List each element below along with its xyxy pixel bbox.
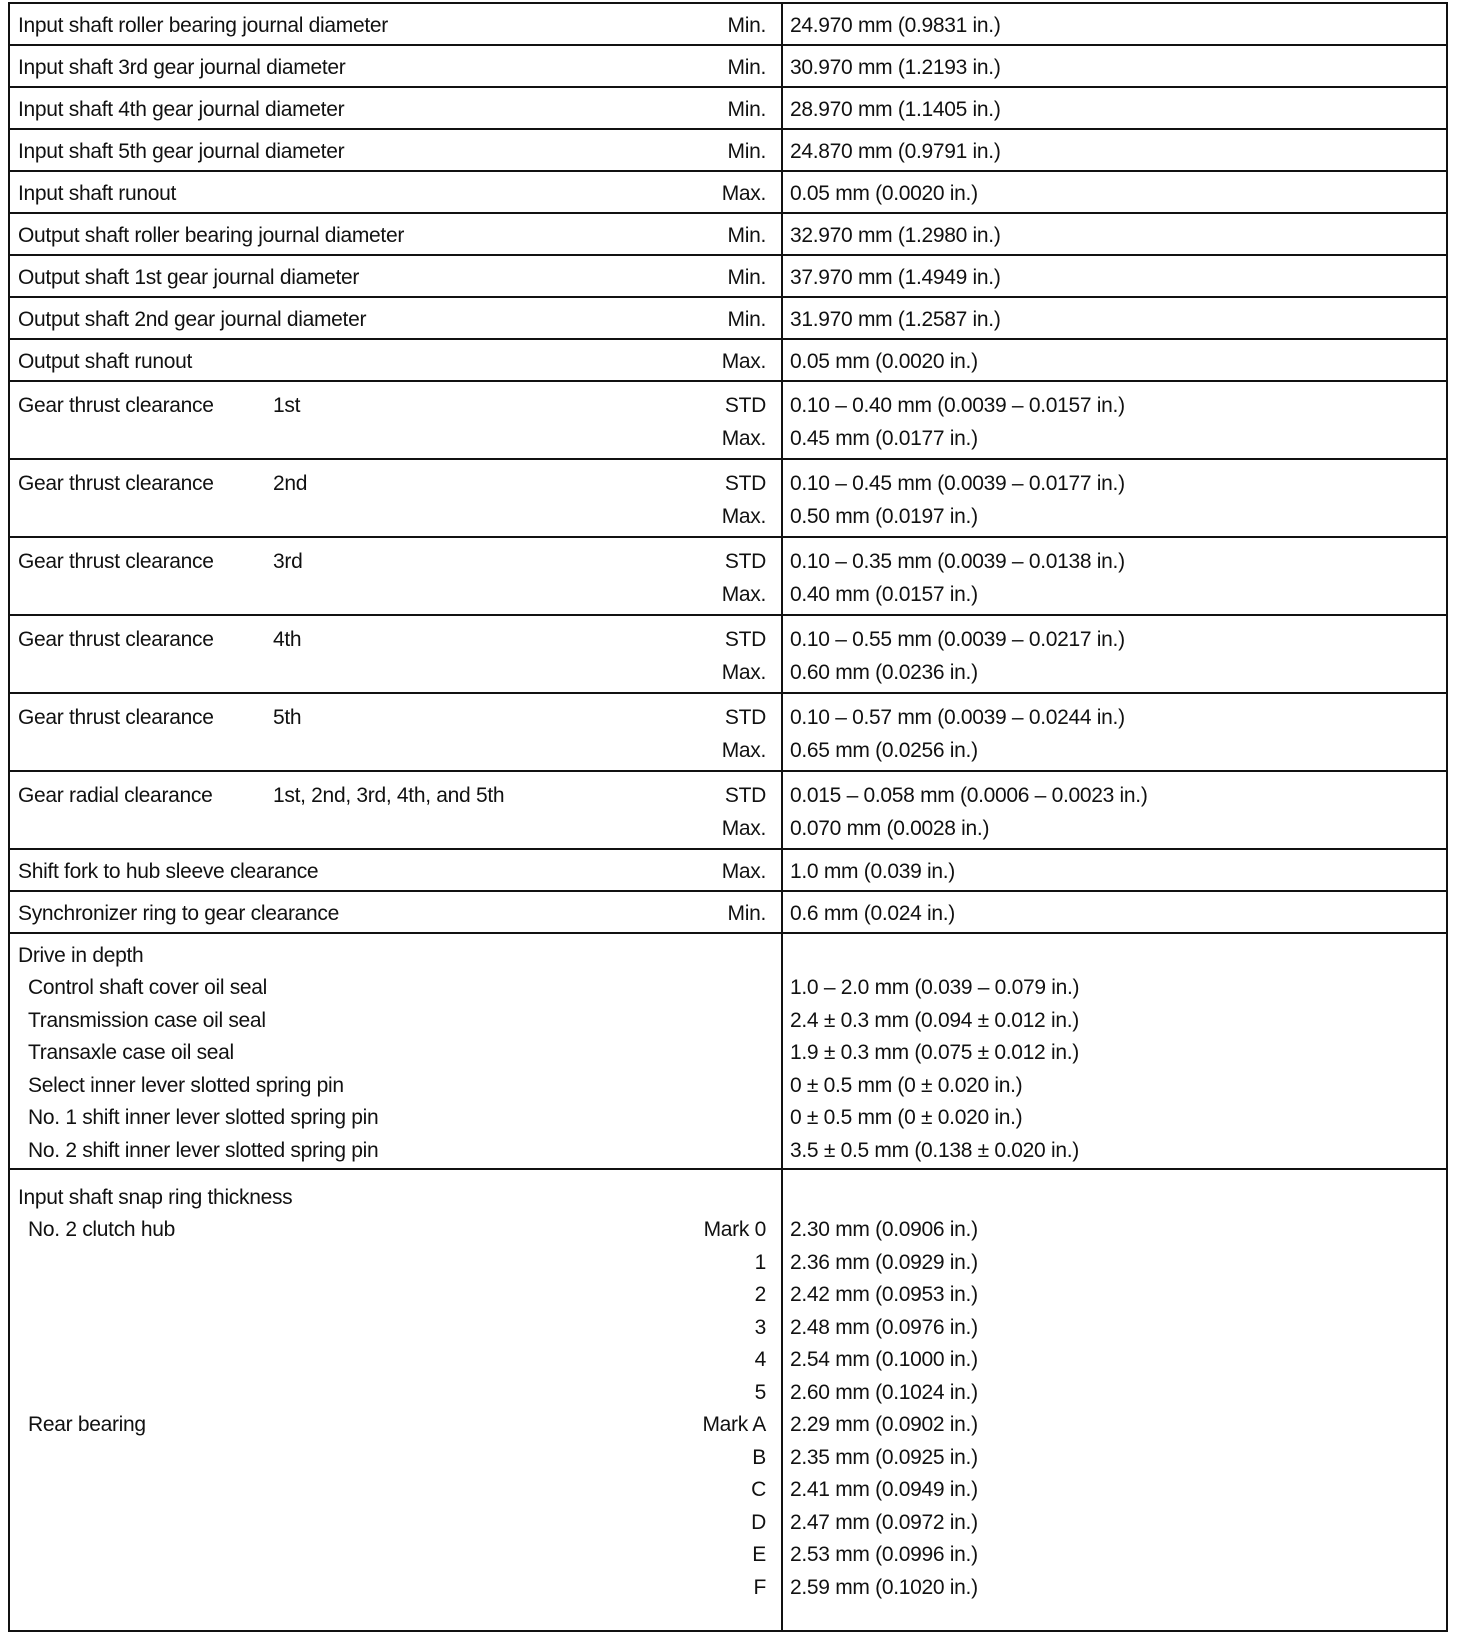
limit-type: STD bbox=[724, 472, 766, 495]
spec-label: Synchronizer ring to gear clearance bbox=[18, 902, 340, 925]
spec-table bbox=[8, 2, 1448, 1632]
snap-value: 2.36 mm (0.0929 in.) bbox=[790, 1250, 978, 1274]
snap-value: 2.48 mm (0.0976 in.) bbox=[790, 1315, 978, 1339]
snap-mark: D bbox=[751, 1510, 766, 1534]
gear-label: 2nd bbox=[273, 472, 308, 495]
spec-label: Output shaft runout bbox=[18, 350, 193, 373]
spec-label: Output shaft 2nd gear journal diameter bbox=[18, 308, 367, 331]
limit-type: Max. bbox=[721, 739, 766, 762]
limit-type: Min. bbox=[727, 308, 766, 331]
limit-type: Max. bbox=[721, 182, 766, 205]
limit-type: Min. bbox=[727, 98, 766, 121]
spec-value: 37.970 mm (1.4949 in.) bbox=[790, 266, 1001, 289]
std-value: 0.10 – 0.35 mm (0.0039 – 0.0138 in.) bbox=[790, 550, 1125, 573]
drive-item-value: 1.9 ± 0.3 mm (0.075 ± 0.012 in.) bbox=[790, 1041, 1079, 1064]
snap-group-label: Rear bearing bbox=[28, 1413, 146, 1436]
limit-type: Min. bbox=[727, 902, 766, 925]
spec-row bbox=[10, 256, 1446, 298]
spec-row bbox=[10, 340, 1446, 382]
limit-type: Max. bbox=[721, 350, 766, 373]
spec-row bbox=[10, 130, 1446, 172]
std-value: 0.10 – 0.45 mm (0.0039 – 0.0177 in.) bbox=[790, 472, 1125, 495]
spec-label: Gear thrust clearance bbox=[18, 706, 214, 729]
spec-label: Gear thrust clearance bbox=[18, 628, 214, 651]
snap-value: 2.54 mm (0.1000 in.) bbox=[790, 1348, 978, 1371]
spec-label: Gear thrust clearance bbox=[18, 550, 214, 573]
snap-value: 2.60 mm (0.1024 in.) bbox=[790, 1380, 978, 1404]
drive-item-value: 0 ± 0.5 mm (0 ± 0.020 in.) bbox=[790, 1073, 1023, 1097]
spec-row bbox=[10, 88, 1446, 130]
drive-item-label: Transaxle case oil seal bbox=[28, 1041, 234, 1064]
limit-type: Max. bbox=[721, 817, 766, 840]
std-value: 0.015 – 0.058 mm (0.0006 – 0.0023 in.) bbox=[790, 784, 1148, 807]
spec-row bbox=[10, 850, 1446, 892]
snap-mark: C bbox=[751, 1478, 766, 1501]
section-title: Drive in depth bbox=[18, 944, 144, 967]
gear-label: 1st bbox=[273, 394, 301, 417]
max-value: 0.60 mm (0.0236 in.) bbox=[790, 661, 978, 684]
max-value: 0.65 mm (0.0256 in.) bbox=[790, 739, 978, 762]
drive-item-value: 1.0 – 2.0 mm (0.039 – 0.079 in.) bbox=[790, 976, 1080, 999]
snap-value: 2.41 mm (0.0949 in.) bbox=[790, 1478, 978, 1501]
spec-label: Shift fork to hub sleeve clearance bbox=[18, 860, 319, 883]
spec-row bbox=[10, 214, 1446, 256]
std-value: 0.10 – 0.55 mm (0.0039 – 0.0217 in.) bbox=[790, 628, 1125, 651]
spec-label: Gear thrust clearance bbox=[18, 472, 214, 495]
limit-type: STD bbox=[724, 706, 766, 729]
snap-mark: 4 bbox=[754, 1348, 766, 1371]
snap-ring-section bbox=[10, 1170, 1446, 1630]
drive-item-value: 2.4 ± 0.3 mm (0.094 ± 0.012 in.) bbox=[790, 1008, 1079, 1032]
drive-item-label: Transmission case oil seal bbox=[28, 1008, 266, 1032]
spec-value: 30.970 mm (1.2193 in.) bbox=[790, 56, 1001, 79]
limit-type: STD bbox=[724, 394, 766, 417]
drive-item-label: No. 2 shift inner lever slotted spring pin bbox=[28, 1138, 379, 1162]
limit-type: Max. bbox=[721, 860, 766, 883]
drive-item-value: 3.5 ± 0.5 mm (0.138 ± 0.020 in.) bbox=[790, 1138, 1079, 1162]
snap-mark: F bbox=[753, 1575, 766, 1599]
section-title: Input shaft snap ring thickness bbox=[18, 1186, 293, 1209]
limit-type: Min. bbox=[727, 224, 766, 247]
max-value: 0.40 mm (0.0157 in.) bbox=[790, 583, 978, 606]
spec-value: 31.970 mm (1.2587 in.) bbox=[790, 308, 1001, 331]
gear-label: 5th bbox=[273, 706, 302, 729]
snap-mark: B bbox=[752, 1445, 766, 1469]
spec-value: 1.0 mm (0.039 in.) bbox=[790, 860, 955, 883]
spec-label: Gear radial clearance bbox=[18, 784, 213, 807]
snap-mark: 5 bbox=[754, 1380, 766, 1404]
std-value: 0.10 – 0.57 mm (0.0039 – 0.0244 in.) bbox=[790, 706, 1125, 729]
spec-label: Output shaft 1st gear journal diameter bbox=[18, 266, 360, 289]
clearance-row bbox=[10, 382, 1446, 460]
snap-value: 2.47 mm (0.0972 in.) bbox=[790, 1510, 978, 1534]
max-value: 0.45 mm (0.0177 in.) bbox=[790, 427, 978, 450]
spec-row bbox=[10, 298, 1446, 340]
spec-value: 0.6 mm (0.024 in.) bbox=[790, 902, 955, 925]
snap-mark: Mark A bbox=[702, 1413, 766, 1436]
spec-value: 28.970 mm (1.1405 in.) bbox=[790, 98, 1001, 121]
limit-type: Max. bbox=[721, 505, 766, 528]
spec-value: 24.970 mm (0.9831 in.) bbox=[790, 14, 1001, 37]
drive-in-depth-section bbox=[10, 934, 1446, 1170]
spec-row bbox=[10, 172, 1446, 214]
spec-label: Input shaft roller bearing journal diameter bbox=[18, 14, 388, 37]
limit-type: Max. bbox=[721, 583, 766, 606]
limit-type: Max. bbox=[721, 661, 766, 684]
limit-type: Min. bbox=[727, 266, 766, 289]
snap-value: 2.42 mm (0.0953 in.) bbox=[790, 1283, 978, 1306]
snap-value: 2.53 mm (0.0996 in.) bbox=[790, 1543, 978, 1566]
max-value: 0.50 mm (0.0197 in.) bbox=[790, 505, 978, 528]
snap-group-label: No. 2 clutch hub bbox=[28, 1218, 175, 1241]
spec-value: 32.970 mm (1.2980 in.) bbox=[790, 224, 1001, 247]
spec-value: 0.05 mm (0.0020 in.) bbox=[790, 182, 978, 205]
clearance-row bbox=[10, 616, 1446, 694]
snap-mark: 3 bbox=[754, 1315, 766, 1339]
snap-value: 2.35 mm (0.0925 in.) bbox=[790, 1445, 978, 1469]
spec-label: Output shaft roller bearing journal diameter bbox=[18, 224, 405, 247]
clearance-row bbox=[10, 772, 1446, 850]
drive-item-label: No. 1 shift inner lever slotted spring pin bbox=[28, 1106, 379, 1129]
clearance-row bbox=[10, 694, 1446, 772]
drive-item-value: 0 ± 0.5 mm (0 ± 0.020 in.) bbox=[790, 1106, 1023, 1129]
spec-label: Gear thrust clearance bbox=[18, 394, 214, 417]
drive-item-label: Control shaft cover oil seal bbox=[28, 976, 268, 999]
limit-type: STD bbox=[724, 784, 766, 807]
limit-type: STD bbox=[724, 628, 766, 651]
spec-value: 24.870 mm (0.9791 in.) bbox=[790, 140, 1001, 163]
drive-item-label: Select inner lever slotted spring pin bbox=[28, 1073, 344, 1097]
limit-type: Min. bbox=[727, 56, 766, 79]
clearance-row bbox=[10, 460, 1446, 538]
gear-label: 3rd bbox=[273, 550, 303, 573]
spec-row bbox=[10, 46, 1446, 88]
snap-value: 2.30 mm (0.0906 in.) bbox=[790, 1218, 978, 1241]
spec-label: Input shaft 5th gear journal diameter bbox=[18, 140, 345, 163]
snap-value: 2.29 mm (0.0902 in.) bbox=[790, 1413, 978, 1436]
gear-label: 1st, 2nd, 3rd, 4th, and 5th bbox=[273, 784, 505, 807]
snap-mark: 1 bbox=[754, 1250, 766, 1274]
std-value: 0.10 – 0.40 mm (0.0039 – 0.0157 in.) bbox=[790, 394, 1125, 417]
clearance-row bbox=[10, 538, 1446, 616]
gear-label: 4th bbox=[273, 628, 302, 651]
limit-type: Min. bbox=[727, 140, 766, 163]
spec-row bbox=[10, 892, 1446, 934]
limit-type: Min. bbox=[727, 14, 766, 37]
spec-label: Input shaft runout bbox=[18, 182, 177, 205]
snap-value: 2.59 mm (0.1020 in.) bbox=[790, 1575, 978, 1599]
spec-label: Input shaft 3rd gear journal diameter bbox=[18, 56, 346, 79]
spec-label: Input shaft 4th gear journal diameter bbox=[18, 98, 345, 121]
snap-mark: E bbox=[752, 1543, 766, 1566]
spec-value: 0.05 mm (0.0020 in.) bbox=[790, 350, 978, 373]
snap-mark: 2 bbox=[754, 1283, 766, 1306]
limit-type: Max. bbox=[721, 427, 766, 450]
spec-row bbox=[10, 4, 1446, 46]
snap-mark: Mark 0 bbox=[703, 1218, 766, 1241]
limit-type: STD bbox=[724, 550, 766, 573]
max-value: 0.070 mm (0.0028 in.) bbox=[790, 817, 990, 840]
